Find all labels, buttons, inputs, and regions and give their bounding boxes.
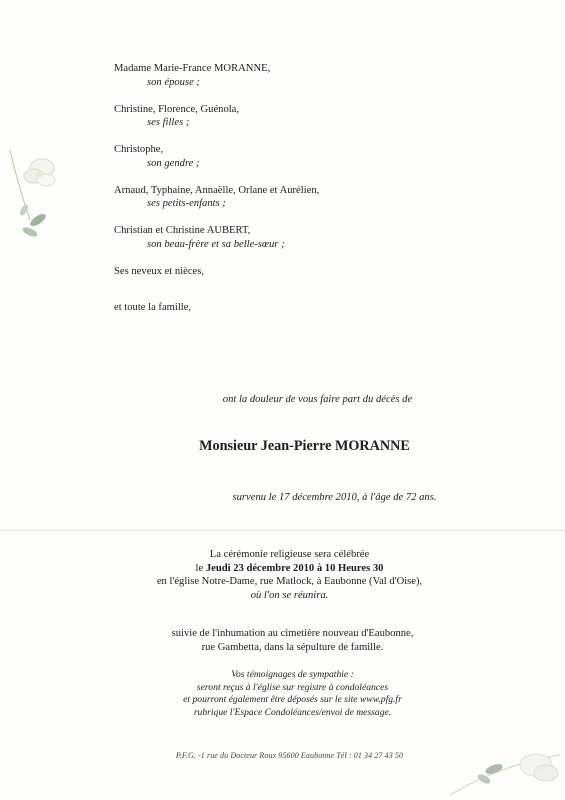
- family-member: [114, 265, 474, 279]
- member-name: Ses neveux et nièces,: [114, 265, 205, 277]
- white-flower-right-icon: [440, 735, 565, 800]
- funeral-home-footer: P.F.G. -1 rue du Docteur Roux 95600 Eaubonne Tél : 01 34 27 43 50: [175, 751, 404, 760]
- family-member: [114, 143, 474, 170]
- member-role: son épouse ;: [147, 76, 200, 88]
- condolences-block: [10, 669, 565, 719]
- condolence-line: rubrique l'Espace Condoléances/envoi de message.: [193, 706, 392, 718]
- ceremony-line: La cérémonie religieuse sera célébrée: [209, 549, 370, 560]
- member-name: Christine, Florence, Guénola,: [114, 103, 240, 115]
- member-role: son beau-frère et sa belle-sœur ;: [147, 238, 285, 250]
- member-role: ses filles ;: [147, 117, 190, 128]
- condolence-line: Vos témoignages de sympathie :: [231, 669, 354, 680]
- ceremony-block: [7, 548, 565, 602]
- member-role: son gendre ;: [147, 157, 200, 169]
- condolence-line: seront reçus à l'église sur registre à condoléances: [196, 681, 389, 693]
- family-member: [114, 62, 474, 89]
- white-flower-left-icon: [0, 140, 70, 250]
- family-member: [114, 103, 474, 130]
- burial-block: [10, 627, 565, 654]
- ceremony-gathering: où l'on se réunira.: [250, 589, 329, 601]
- deceased-name: Monsieur Jean-Pierre MORANNE: [199, 438, 410, 454]
- condolence-line: et pourront également être déposés sur le site www.pfg.fr: [183, 694, 402, 705]
- closing-line: et toute la famille,: [114, 302, 192, 313]
- family-member: [114, 224, 474, 251]
- member-name: Arnaud, Typhaine, Annaëlle, Orlane et Aurélien,: [114, 184, 320, 196]
- announcement-text: ont la douleur de vous faire part du décès de: [222, 394, 413, 405]
- burial-line: rue Gambetta, dans la sépulture de famille.: [201, 641, 384, 653]
- member-name: Madame Marie-France MORANNE,: [114, 63, 271, 74]
- member-name: Christian et Christine AUBERT,: [114, 225, 251, 236]
- family-list: [114, 62, 474, 292]
- member-name: Christophe,: [114, 144, 164, 155]
- ceremony-location: en l'église Notre-Dame, rue Matlock, à Eaubonne (Val d'Oise),: [156, 576, 423, 587]
- ceremony-date: le Jeudi 23 décembre 2010 à 10 Heures 30: [195, 562, 384, 574]
- death-note: survenu le 17 décembre 2010, à l'âge de 72 ans.: [232, 492, 437, 503]
- member-role: ses petits-enfants ;: [147, 198, 226, 209]
- family-member: [114, 184, 474, 211]
- burial-line: suivie de l'inhumation au cimetière nouveau d'Eaubonne,: [171, 628, 414, 639]
- fold-line: [0, 530, 565, 531]
